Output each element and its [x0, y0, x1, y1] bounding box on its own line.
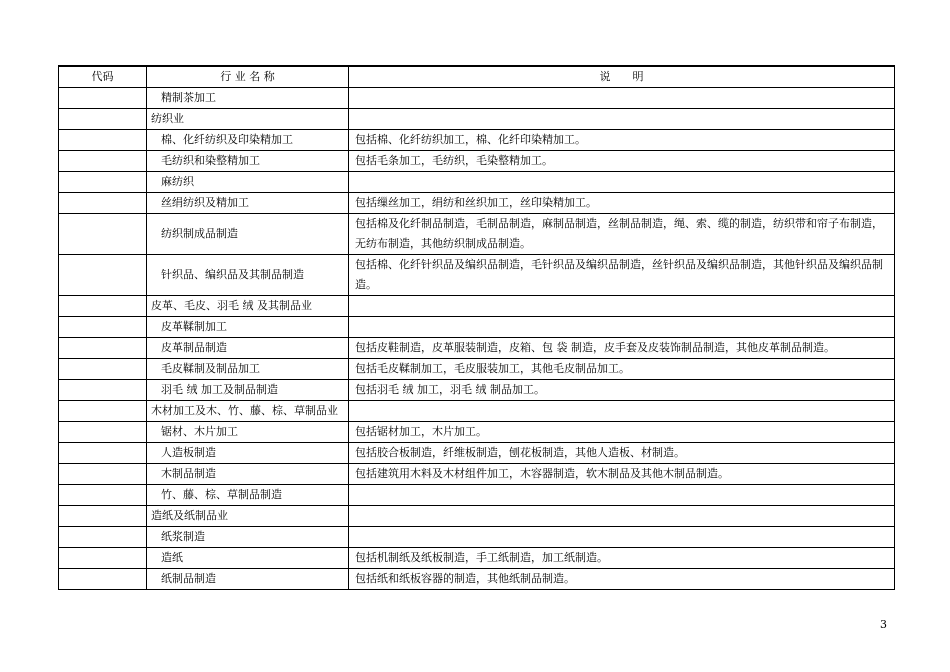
row-code: [59, 172, 147, 193]
row-description: 包括棉、化纤纺织加工，棉、化纤印染精加工。: [349, 130, 895, 151]
row-code: [59, 485, 147, 506]
table-row: [59, 548, 895, 569]
row-description: 包括建筑用木料及木材组件加工，木容器制造，软木制品及其他木制品制造。: [349, 464, 895, 485]
table-row: [59, 109, 895, 130]
table-row: [59, 151, 895, 172]
header-desc: 说 明: [349, 66, 895, 88]
row-description: [349, 401, 895, 422]
row-description: 包括毛条加工，毛纺织，毛染整精加工。: [349, 151, 895, 172]
table-header-row: [59, 66, 895, 88]
row-industry-name: 毛皮鞣制及制品加工: [147, 359, 349, 380]
row-industry-name: 麻纺织: [147, 172, 349, 193]
table-row: [59, 255, 895, 296]
table-row: [59, 464, 895, 485]
table-row: [59, 380, 895, 401]
row-code: [59, 151, 147, 172]
row-industry-name: 皮革、毛皮、羽毛 绒 及其制品业: [147, 296, 349, 317]
row-description: 包括棉及化纤制品制造，毛制品制造，麻制品制造，丝制品制造，绳、索、缆的制造，纺织带和帘子布制造，无纺布制造，其他纺织制成品制造。: [349, 214, 895, 255]
row-description: 包括胶合板制造，纤维板制造，刨花板制造，其他人造板、材制造。: [349, 443, 895, 464]
row-industry-name: 人造板制造: [147, 443, 349, 464]
row-industry-name: 针织品、编织品及其制品制造: [147, 255, 349, 296]
table-row: [59, 506, 895, 527]
table-row: [59, 401, 895, 422]
row-industry-name: 纸制品制造: [147, 569, 349, 590]
table-row: [59, 422, 895, 443]
page-number: 3: [880, 618, 887, 631]
header-code: 代码: [59, 66, 147, 88]
row-industry-name: 羽毛 绒 加工及制品制造: [147, 380, 349, 401]
table-row: [59, 172, 895, 193]
row-description: 包括羽毛 绒 加工，羽毛 绒 制品加工。: [349, 380, 895, 401]
row-industry-name: 锯材、木片加工: [147, 422, 349, 443]
row-industry-name: 毛纺织和染整精加工: [147, 151, 349, 172]
row-code: [59, 527, 147, 548]
table-row: [59, 359, 895, 380]
row-code: [59, 401, 147, 422]
row-code: [59, 338, 147, 359]
row-description: [349, 506, 895, 527]
row-code: [59, 548, 147, 569]
table-row: [59, 527, 895, 548]
row-description: [349, 317, 895, 338]
row-description: [349, 172, 895, 193]
row-code: [59, 506, 147, 527]
row-description: [349, 88, 895, 109]
row-industry-name: 纺织制成品制造: [147, 214, 349, 255]
row-code: [59, 443, 147, 464]
row-description: [349, 527, 895, 548]
row-description: 包括缫丝加工，绢纺和丝织加工，丝印染精加工。: [349, 193, 895, 214]
row-code: [59, 317, 147, 338]
row-code: [59, 88, 147, 109]
row-code: [59, 296, 147, 317]
table-row: [59, 338, 895, 359]
row-description: 包括皮鞋制造，皮革服装制造，皮箱、包 袋 制造，皮手套及皮装饰制品制造，其他皮革制品制造。: [349, 338, 895, 359]
row-code: [59, 130, 147, 151]
row-description: [349, 296, 895, 317]
row-industry-name: 木制品制造: [147, 464, 349, 485]
row-industry-name: 丝绢纺织及精加工: [147, 193, 349, 214]
row-industry-name: 木材加工及木、竹、藤、棕、草制品业: [147, 401, 349, 422]
row-code: [59, 569, 147, 590]
row-industry-name: 造纸: [147, 548, 349, 569]
row-description: 包括棉、化纤针织品及编织品制造，毛针织品及编织品制造，丝针织品及编织品制造，其他针织品及编织品制造。: [349, 255, 895, 296]
row-industry-name: 精制茶加工: [147, 88, 349, 109]
table-row: [59, 214, 895, 255]
table-body: [59, 88, 895, 590]
row-industry-name: 棉、化纤纺织及印染精加工: [147, 130, 349, 151]
row-industry-name: 竹、藤、棕、草制品制造: [147, 485, 349, 506]
row-industry-name: 皮革鞣制加工: [147, 317, 349, 338]
row-industry-name: 纺织业: [147, 109, 349, 130]
row-description: 包括锯材加工，木片加工。: [349, 422, 895, 443]
row-industry-name: 皮革制品制造: [147, 338, 349, 359]
row-code: [59, 255, 147, 296]
row-description: [349, 109, 895, 130]
row-code: [59, 214, 147, 255]
row-industry-name: 纸浆制造: [147, 527, 349, 548]
table-row: [59, 296, 895, 317]
row-code: [59, 464, 147, 485]
row-description: 包括毛皮鞣制加工，毛皮服装加工，其他毛皮制品加工。: [349, 359, 895, 380]
table-row: [59, 88, 895, 109]
row-code: [59, 359, 147, 380]
row-industry-name: 造纸及纸制品业: [147, 506, 349, 527]
row-description: [349, 485, 895, 506]
row-description: 包括纸和纸板容器的制造，其他纸制品制造。: [349, 569, 895, 590]
table-row: [59, 130, 895, 151]
table-row: [59, 317, 895, 338]
header-name: 行 业 名 称: [147, 66, 349, 88]
table-row: [59, 569, 895, 590]
industry-table: [58, 65, 895, 590]
row-description: 包括机制纸及纸板制造，手工纸制造，加工纸制造。: [349, 548, 895, 569]
row-code: [59, 109, 147, 130]
table-row: [59, 443, 895, 464]
row-code: [59, 193, 147, 214]
row-code: [59, 380, 147, 401]
table-row: [59, 485, 895, 506]
table-row: [59, 193, 895, 214]
row-code: [59, 422, 147, 443]
